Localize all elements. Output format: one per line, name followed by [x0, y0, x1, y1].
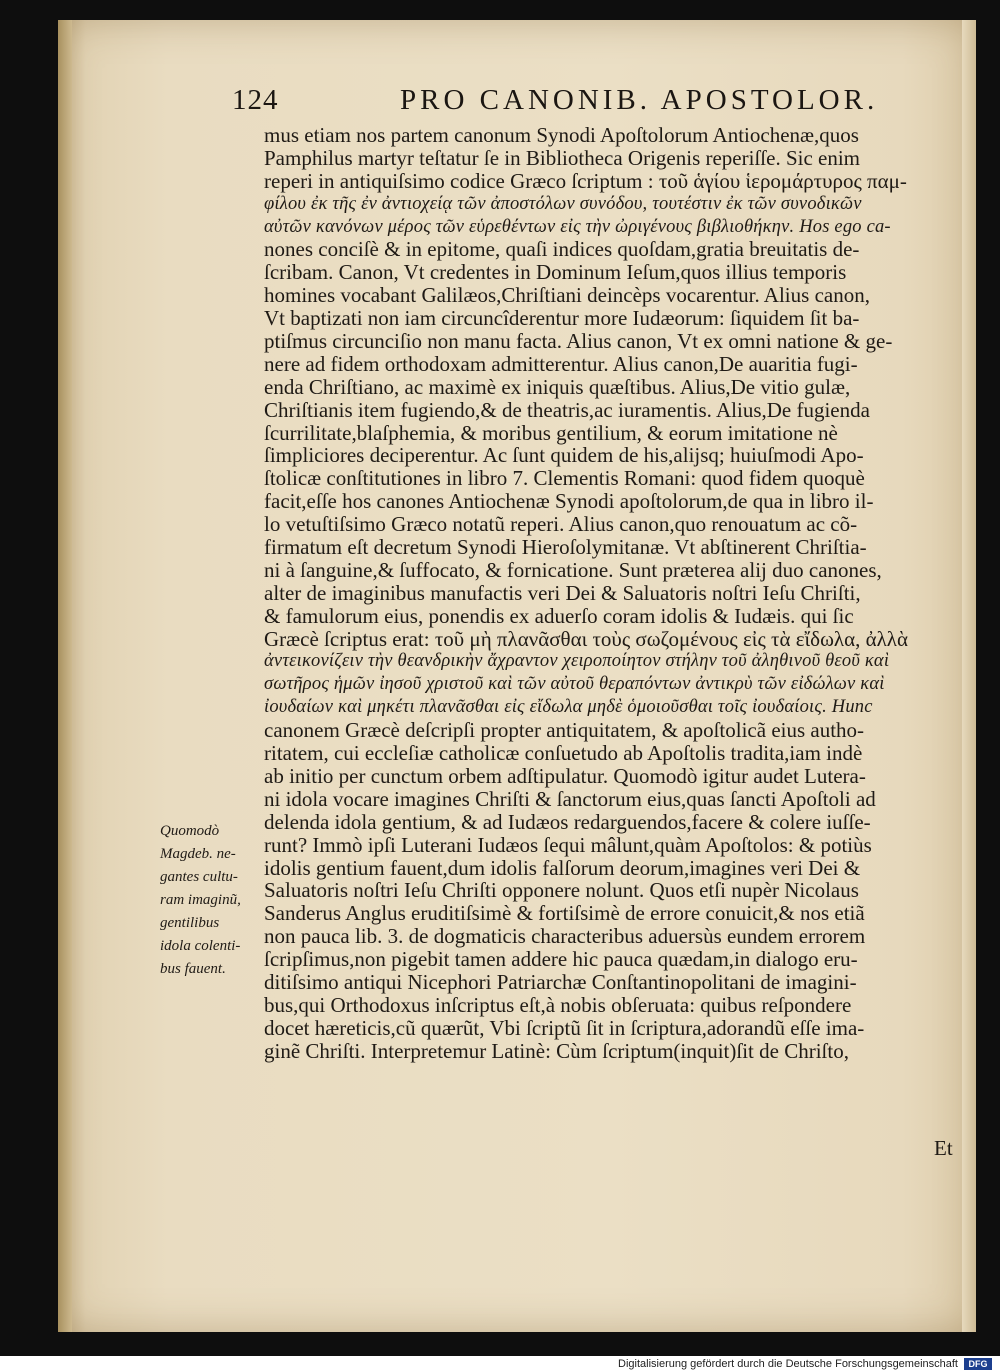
marginal-note-line: ram imaginũ,	[160, 892, 241, 908]
text-line: firmatum eſt decretum Synodi Hieroſolymitanæ. Vt abſtinerent Chriſtia-	[264, 535, 867, 560]
marginal-note-line: Magdeb. ne-	[160, 846, 236, 862]
text-line: ἀντεικονίζειν τὴν θεανδρικὴν ἄχραντον χειροποίητον στήλην τοῦ ἀληθινοῦ θεοῦ καὶ	[264, 651, 890, 672]
text-line: ſcurrilitate,blaſphemia, & moribus gentilium, & eorum imitatione nè	[264, 420, 838, 445]
text-line: ſcripſimus,non pigebit tamen addere hic pauca quædam,in dialogo eru-	[264, 947, 858, 972]
page-number: 124	[232, 84, 279, 116]
marginal-note-line: idola colenti-	[160, 938, 241, 954]
text-line: homines vocabant Galilæos,Chriſtiani deincèps vocarentur. Alius canon,	[264, 283, 870, 308]
footer-credit: Digitalisierung gefördert durch die Deutsche Forschungsgemeinschaft	[618, 1358, 958, 1370]
running-title: PRO CANONIB. APOSTOLOR.	[400, 84, 879, 116]
text-line: docet hæreticis,cũ quærũt, Vbi ſcriptũ ſit in ſcriptura,adorandũ eſſe ima-	[264, 1015, 865, 1040]
text-line: enda Chriſtiano, ac maximè ex iniquis quæſtibus. Alius,De vitio gulæ,	[264, 374, 851, 399]
text-line: ni à ſanguine,& ſuffocato, & fornicatione. Sunt præterea alij duo canones,	[264, 557, 882, 582]
page-gutter-shadow	[58, 20, 72, 1332]
marginal-note-line: gentilibus	[160, 915, 220, 931]
text-line: ab initio per cunctum orbem adſtipulatur. Quomodò igitur audet Lutera-	[264, 763, 866, 788]
text-line: nones conciſè & in epitome, quaſi indices quoſdam,gratia breuitatis de-	[264, 237, 860, 262]
marginal-note-line: gantes cultu-	[160, 869, 238, 885]
text-line: ſtolicæ conſtitutiones in libro 7. Clementis Romani: quod fidem quoquè	[264, 466, 865, 491]
text-line: ritatem, cui eccleſiæ catholicæ conſuetudo ab Apoſtolis tradita,iam indè	[264, 741, 863, 766]
text-line: Chriſtianis item fugiendo,& de theatris,ac iuramentis. Alius,De fugienda	[264, 397, 870, 422]
text-line: ſimpliciores deciperentur. Ac ſunt quidem de his,alijsq; huiuſmodi Apo-	[264, 443, 864, 468]
text-line: facit,eſſe hos canones Antiochenæ Synodi apoſtolorum,de qua in libro il-	[264, 489, 874, 514]
text-line: Pamphilus martyr teſtatur ſe in Bibliotheca Origenis reperiſſe. Sic enim	[264, 145, 861, 170]
text-line: σωτῆρος ἡμῶν ἰησοῦ χριστοῦ καὶ τῶν αὐτοῦ θεραπόντων ἀντικρὺ τῶν εἰδώλων καὶ	[264, 674, 885, 695]
text-line: runt? Immò ipſi Luterani Iudæos ſequi mâlunt,quàm Apoſtolos: & potiùs	[264, 832, 872, 857]
text-line: delenda idola gentium, & ad Iudæos redarguendos,facere & colere iuſſe-	[264, 809, 871, 834]
marginal-note-line: bus fauent.	[160, 961, 226, 977]
text-line: canonem Græcè deſcripſi propter antiquitatem, & apoſtolicã eius autho-	[264, 718, 865, 743]
text-line: lo vetuſtiſsimo Græco notatũ reperi. Alius canon,quo renouatum ac cõ-	[264, 512, 858, 537]
text-line: idolis gentium fauent,dum idolis falſorum deorum,imagines veri Dei &	[264, 855, 861, 880]
page-fore-edge	[962, 20, 976, 1332]
text-line: Vt baptizati non iam circuncîderentur more Iudæorum: ſiquidem ſit ba-	[264, 306, 860, 331]
text-line: φίλου ἐκ τῆς ἐν ἀντιοχείᾳ τῶν ἀποστόλων συνόδου, τουτέστιν ἐκ τῶν συνοδικῶν	[264, 193, 862, 214]
text-line: alter de imaginibus manufactis veri Dei & Saluatoris noſtri Ieſu Chriſti,	[264, 580, 861, 605]
marginal-note-line: Quomodò	[160, 823, 220, 839]
text-line: ginẽ Chriſti. Interpretemur Latinè: Cùm ſcriptum(inquit)ſit de Chriſto,	[264, 1038, 849, 1063]
text-line: Saluatoris noſtri Ieſu Chriſti opponere nolunt. Quos etſi nupèr Nicolaus	[264, 878, 859, 903]
text-line: ſcribam. Canon, Vt credentes in Dominum Ieſum,quos illius temporis	[264, 260, 847, 285]
marginal-note	[160, 820, 270, 981]
text-line: & famulorum eius, ponendis ex aduerſo coram idolis & Iudæis. qui ſic	[264, 603, 854, 628]
text-line: nere ad fidem orthodoxam admitterentur. Alius canon,De auaritia fugi-	[264, 351, 858, 376]
body-text	[264, 124, 964, 1063]
text-line: ni idola vocare imagines Chriſti & ſanctorum eius,quas ſancti Apoſtoli ad	[264, 786, 876, 811]
text-line: ptiſmus circunciſio non manu facta. Alius canon, Vt ex omni natione & ge-	[264, 329, 893, 354]
text-line: non pauca lib. 3. de dogmaticis characteribus aduersùs eundem errorem	[264, 924, 866, 949]
text-line: mus etiam nos partem canonum Synodi Apoſtolorum Antiochenæ,quos	[264, 123, 859, 147]
dfg-logo: DFG	[964, 1358, 992, 1370]
text-line: reperi in antiquiſsimo codice Græco ſcriptum : τοῦ ἁγίου ἱερομάρτυρος παμ-	[264, 168, 907, 193]
running-head	[232, 84, 952, 124]
catchword: Et	[934, 1136, 953, 1160]
text-line: Græcè ſcriptus erat: τοῦ μὴ πλανᾶσθαι τοὺς σωζομένους εἰς τὰ εἴδωλα, ἀλλὰ	[264, 626, 908, 651]
text-line: bus,qui Orthodoxus inſcriptus eſt,à nobis obſeruata: quibus reſpondere	[264, 992, 852, 1017]
text-line: ditiſsimo antiqui Nicephori Patriarchæ Conſtantinopolitani de imagini-	[264, 969, 857, 994]
text-line: ἰουδαίων καὶ μηκέτι πλανᾶσθαι εἰς εἴδωλα μηδὲ ὁμοιοῦσθαι τοῖς ἰουδαίοις. Hunc	[264, 697, 873, 718]
text-line: Sanderus Anglus eruditiſsimè & fortiſsimè de errore conuicit,& nos etiã	[264, 901, 865, 926]
text-line: αὐτῶν κανόνων μέρος τῶν εὑρεθέντων εἰς τὴν ὠριγένους βιβλιοθήκην. Hos ego ca-	[264, 216, 891, 237]
